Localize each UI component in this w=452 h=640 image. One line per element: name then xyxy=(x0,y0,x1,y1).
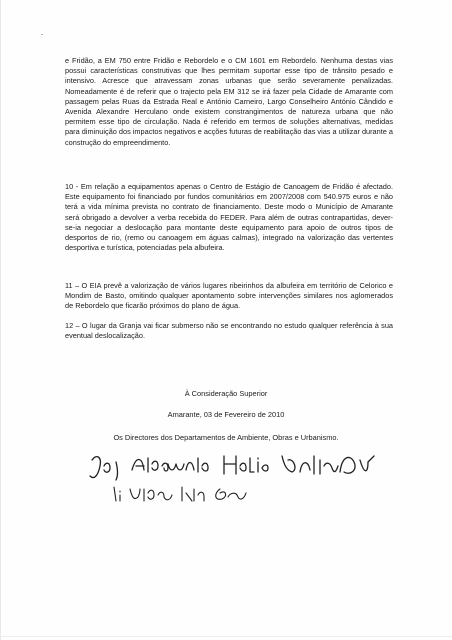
paragraph-10-equipment: 10 - Em relação a equipamentos apenas o Centro de Estágio de Canoagem de Fridão é afectado. Este equipamento foi financiado por fundos comunitários em 2007/2008 com 540.975 euros e não terá a vida mínima prevista no contrato de financiamento. Deste modo o Município de Amarante será obrigado a devolver a verba recebida do FEDER. Para além de outras contrapartidas, dever-se-ia negociar a deslocação para montante deste equipamento para apoio de outros tipos de desportos de rio, (remo ou canoagem em águas calmas), integrado na valorização das vertentes desportiva e turística, potenciadas pela albufeira. xyxy=(65,182,393,253)
paragraph-12-granja: 12 – O lugar da Granja vai ficar submerso não se encontrando no estudo qualquer referência à sua eventual deslocalização. xyxy=(65,321,393,341)
scan-bottom-edge xyxy=(0,636,452,637)
margin-mark: - xyxy=(41,32,43,38)
paragraph-11-valorization: 11 – O EIA prevê a valorização de vários lugares ribeirinhos da albufeira em território de Celorico e Mondim de Basto, omitindo qualquer apontamento sobre intervenções similares nos aglomerados de Rebordelo que ficarão próximos do plano de água. xyxy=(65,281,393,311)
closing-directors: Os Directores dos Departamentos de Ambiente, Obras e Urbanismo. xyxy=(113,433,339,442)
paragraph-roads: e Fridão, a EM 750 entre Fridão e Rebordelo e o CM 1601 em Rebordelo. Nenhuma destas vias possui características construtivas que lhes permitam suportar esse tipo de trânsito pesado e intensivo. Acresce que atravessam zonas urbanas que serão severamente penalizadas. Nomeadamente é de referir que o trajecto pela EM 312 se irá fazer pela Cidade de Amarante com passagem pelas Ruas da Estrada Real e António Carneiro, Largo Conselheiro António Cândido e Avenida Alexandre Herculano onde existem constrangimentos de natureza urbana que não permitem esse tipo de circulação. Nada é referido em termos de soluções alternativas, medidas para diminuição dos impactos negativos e acções futuras de reabilitação das vias a utilizar durante a construção do empreendimento. xyxy=(65,56,393,147)
handwritten-signature-2 xyxy=(110,483,260,507)
closing-date: Amarante, 03 de Fevereiro de 2010 xyxy=(167,410,285,419)
closing-consideration: À Consideração Superior xyxy=(184,389,268,398)
scan-edge xyxy=(0,0,1,640)
